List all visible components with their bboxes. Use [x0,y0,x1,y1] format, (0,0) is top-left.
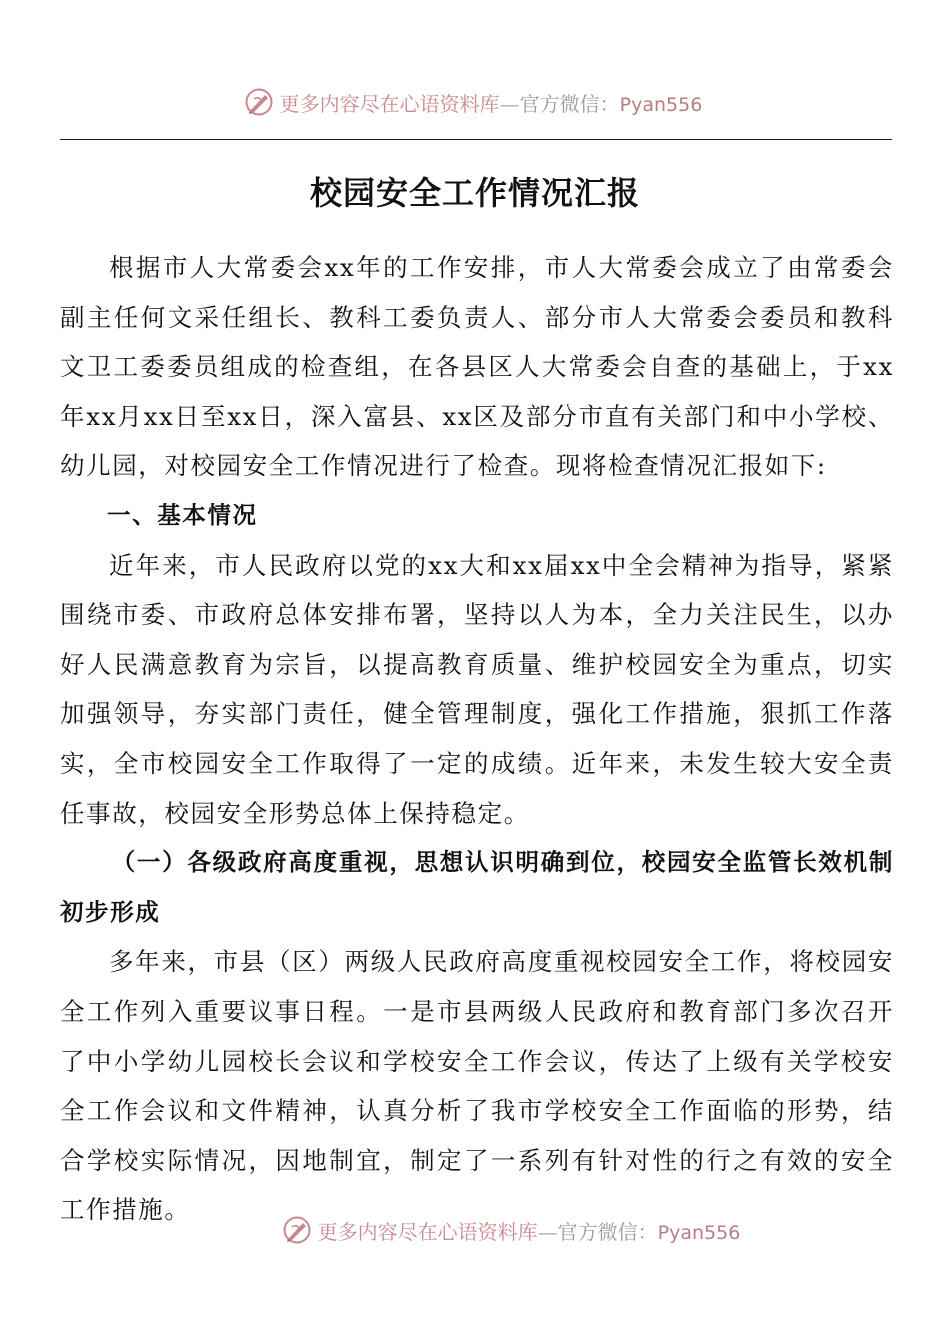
watermark-text [280,88,703,117]
header-divider [60,139,892,140]
watermark-brand: 更多内容尽在心语资料库 [317,1219,538,1244]
paragraph-details: 多年来，市县（区）两级人民政府高度重视校园安全工作，将校园安全工作列入重要议事日程。一是市县两级人民政府和教育部门多次召开了中小学幼儿园校长会议和学校安全工作会议，传达了上级有关学校安全工作会议和文件精神，认真分析了我市学校安全工作面临的形势，结合学校实际情况，因地制宜，制定了一系列有针对性的行之有效的安全工作措施。 [60,947,894,1225]
watermark-id: Pyan556 [657,1221,741,1244]
paragraph-overview: 近年来，市人民政府以党的xx大和xx届xx中全会精神为指导，紧紧围绕市委、市政府总体安排布署，坚持以人为本，全力关注民生，以办好人民满意教育为宗旨，以提高教育质量、维护校园安全为重点，切实加强领导，夯实部门责任，健全管理制度，强化工作措施，狠抓工作落实，全市校园安全工作取得了一定的成绩。近年来，未发生较大安全责任事故，校园安全形势总体上保持稳定。 [60,550,894,828]
watermark-official: 官方微信： [519,91,620,116]
document-body [60,243,894,1235]
watermark-official: 官方微信： [557,1219,658,1244]
pen-circle-logo-icon [244,87,274,117]
watermark-header [0,82,948,122]
watermark-dash: — [499,91,520,116]
watermark-id: Pyan556 [619,93,703,116]
subsection-heading: （一）各级政府高度重视，思想认识明确到位，校园安全监管长效机制初步形成 [60,848,894,926]
document-title: 校园安全工作情况汇报 [309,174,640,212]
watermark-footer [36,1210,950,1250]
watermark-brand: 更多内容尽在心语资料库 [279,91,500,116]
watermark-dash: — [537,1219,558,1244]
section-heading: 一、基本情况 [107,500,258,529]
watermark-text [318,1216,741,1245]
paragraph-intro: 根据市人大常委会xx年的工作安排，市人大常委会成立了由常委会副主任何文采任组长、教科工委负责人、部分市人大常委会委员和教科文卫工委委员组成的检查组，在各县区人大常委会自查的基础上，于xx年xx月xx日至xx日，深入富县、xx区及部分市直有关部门和中小学校、幼儿园，对校园安全工作情况进行了检查。现将检查情况汇报如下: [60,253,894,481]
pen-circle-logo-icon [282,1215,312,1245]
